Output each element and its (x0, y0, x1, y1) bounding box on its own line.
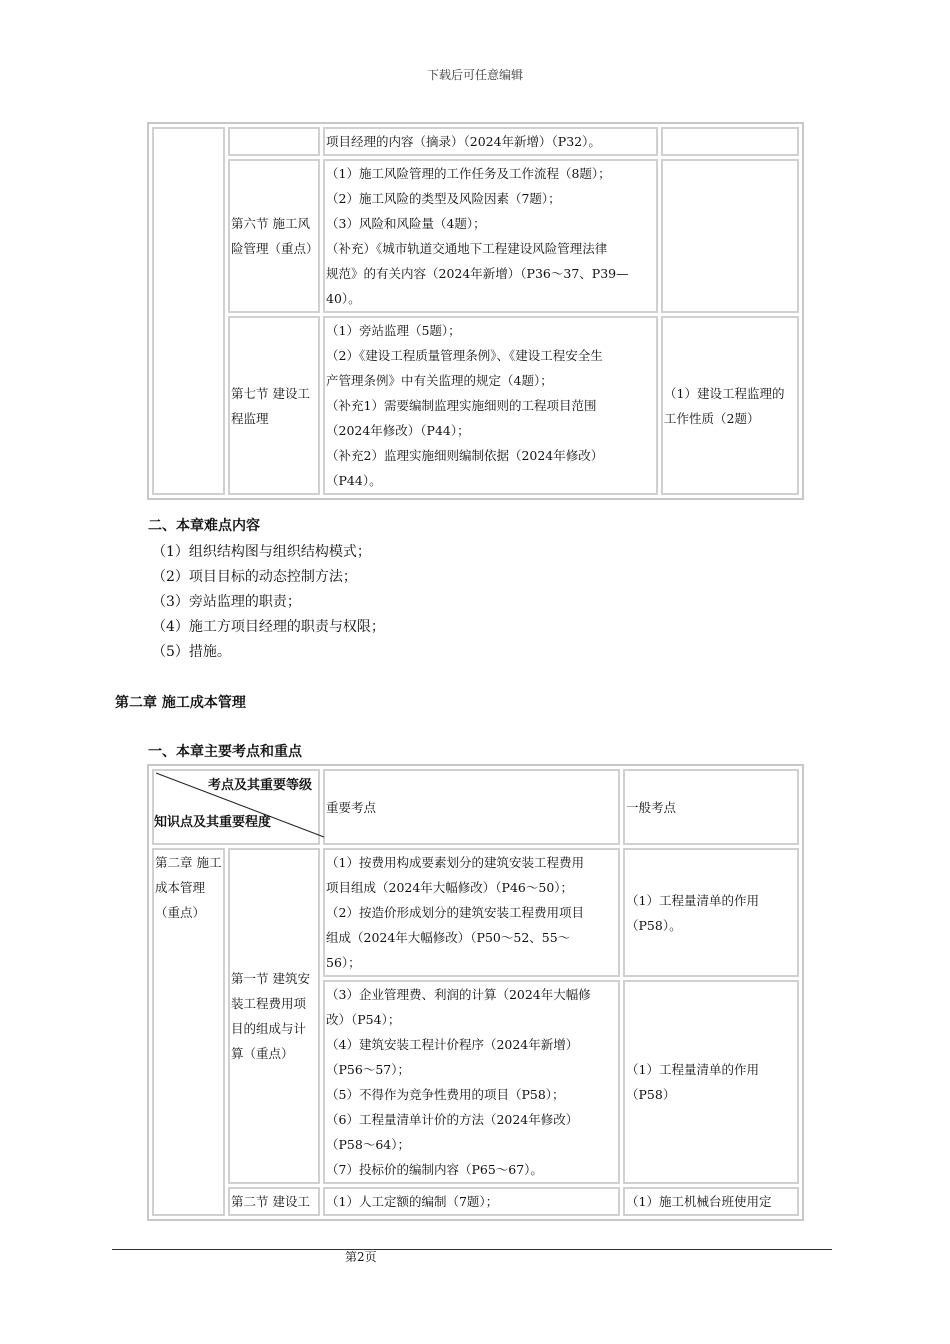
important-points-cell (323, 159, 658, 313)
point-line: （补充1）需要编制监理实施细则的工程项目范围 (326, 398, 597, 413)
point-line: （3）企业管理费、利润的计算（2024年大幅修 (326, 987, 591, 1002)
important-points-cell (323, 980, 620, 1184)
diagonal-bottom-label: 知识点及其重要程度 (154, 815, 272, 830)
point-line: （1）按费用构成要素划分的建筑安装工程费用 (326, 855, 584, 870)
point-line: （P56～57）； (326, 1062, 410, 1077)
general-points-cell (661, 127, 799, 156)
point-line: （2）按造价形成划分的建筑安装工程费用项目 (326, 905, 584, 920)
diagonal-header-cell (152, 769, 320, 845)
difficult-points-list (152, 540, 385, 665)
point-line: 40）。 (326, 291, 361, 306)
point-line: 规范》的有关内容（2024年新增）（P36～37、P39— (326, 266, 629, 281)
point-line: 改）（P54）； (326, 1012, 401, 1027)
general-points-cell: （1）建设工程监理的工作性质（2题） (661, 316, 799, 495)
point-line: （1）旁站监理（5题）； (326, 323, 461, 338)
page-header: 下载后可任意编辑 (426, 68, 523, 82)
list-item: （2）项目目标的动态控制方法； (152, 569, 357, 585)
page-number: 第2页 (345, 1250, 377, 1264)
point-line: （2）施工风险的类型及风险因素（7题）； (326, 191, 561, 206)
column-header-important: 重要考点 (323, 769, 620, 845)
point-line: 产管理条例》中有关监理的规定（4题）； (326, 373, 553, 388)
point-line: 组成（2024年大幅修改）（P50～52、55～ (326, 930, 571, 945)
point-line: （3）风险和风险量（4题）； (326, 216, 486, 231)
important-points-cell: 项目经理的内容（摘录）（2024年新增）（P32）。 (323, 127, 658, 156)
important-points-cell: （1）人工定额的编制（7题）； (323, 1187, 620, 1216)
list-item: （4）施工方项目经理的职责与权限； (152, 619, 385, 635)
important-points-cell (323, 848, 620, 977)
point-line: （2）《建设工程质量管理条例》、《建设工程安全生 (326, 348, 603, 363)
important-points-cell (323, 316, 658, 495)
section-cell: 第二节 建设工 (228, 1187, 320, 1216)
chapter1-points-table-continued (147, 122, 804, 500)
general-points-cell (661, 159, 799, 313)
list-item: （5）措施。 (152, 644, 231, 660)
list-item: （3）旁站监理的职责； (152, 594, 301, 610)
point-line: （7）投标价的编制内容（P65～67）。 (326, 1162, 543, 1177)
point-line: 56）； (326, 955, 361, 970)
section-cell: 第六节 施工风险管理（重点） (228, 159, 320, 313)
point-line: （1）施工风险管理的工作任务及工作流程（8题）； (326, 166, 611, 181)
chapter2-points-table (147, 764, 804, 1221)
point-line: （补充2）监理实施细则编制依据（2024年修改） (326, 448, 604, 463)
point-line: （6）工程量清单计价的方法（2024年修改） (326, 1112, 579, 1127)
list-item: （1）组织结构图与组织结构模式； (152, 544, 371, 560)
column-header-general: 一般考点 (623, 769, 799, 845)
chapter-title: 第二章 施工成本管理 (115, 695, 246, 711)
general-points-cell: （1）施工机械台班使用定 (623, 1187, 799, 1216)
point-line: （P44）。 (326, 473, 382, 488)
section-cell: 第七节 建设工程监理 (228, 316, 320, 495)
section-cell: 第一节 建筑安装工程费用项目的组成与计算（重点） (228, 848, 320, 1184)
main-points-heading: 一、本章主要考点和重点 (148, 744, 302, 760)
point-line: 项目组成（2024年大幅修改）（P46～50）； (326, 880, 574, 895)
general-points-cell: （1）工程量清单的作用（P58）。 (623, 848, 799, 977)
chapter-cell (152, 127, 225, 495)
section-cell (228, 127, 320, 156)
point-line: （补充）《城市轨道交通地下工程建设风险管理法律 (326, 241, 608, 256)
footer-rule (112, 1249, 832, 1250)
point-line: （P58～64）； (326, 1137, 410, 1152)
chapter-cell: 第二章 施工成本管理（重点） (152, 848, 225, 1216)
point-line: （2024年修改）（P44）； (326, 423, 470, 438)
general-points-cell: （1）工程量清单的作用（P58） (623, 980, 799, 1184)
diagonal-top-label: 考点及其重要等级 (207, 778, 312, 793)
point-line: （4）建筑安装工程计价程序（2024年新增） (326, 1037, 579, 1052)
difficult-points-heading: 二、本章难点内容 (148, 518, 260, 534)
point-line: （5）不得作为竞争性费用的项目（P58）； (326, 1087, 565, 1102)
